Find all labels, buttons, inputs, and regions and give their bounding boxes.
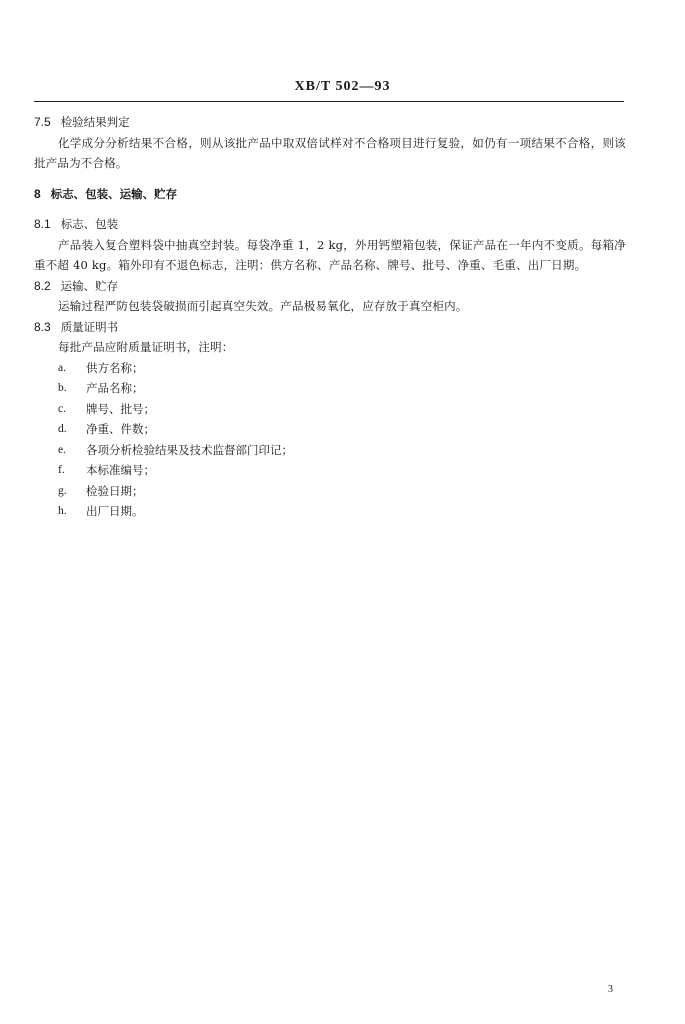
list-item-text: 各项分析检验结果及技术监督部门印记； [86,442,293,457]
list-item-label: d. [58,423,67,435]
section-number: 8 [34,186,41,201]
list-item [58,399,626,420]
certificate-items-list [34,358,626,522]
list-item-text: 供方名称； [86,360,144,375]
list-item-label: a. [58,361,66,374]
section-number: 7.5 [34,115,51,129]
section-8-3-heading [34,317,626,338]
list-item-label: g. [58,484,67,497]
list-item-label: e. [58,443,66,456]
list-item-text: 本标准编号； [86,463,155,477]
section-number: 8.2 [34,278,51,293]
list-item [58,440,626,461]
list-item-label: b. [58,382,67,394]
list-item-label: f. [58,464,65,476]
section-8-2-text: 运输过程严防包装袋破损而引起真空失效。产品极易氧化，应存放于真空柜内。 [58,299,468,313]
list-item [58,358,626,379]
list-item-label: c. [58,402,66,415]
list-item-text: 检验日期； [86,483,144,498]
list-item [58,460,626,481]
standard-code-header: XB/T 502—93 [294,79,391,94]
list-item [58,378,626,399]
section-title: 标志、包装、运输、贮存 [50,186,178,201]
section-8-2-heading [34,276,626,297]
list-item [58,419,626,440]
section-8-1-heading [34,214,626,235]
header-rule [34,101,624,102]
list-item-text: 产品名称； [86,381,144,395]
list-item-text: 净重、件数； [86,422,155,436]
document-body [34,112,626,522]
list-item-label: h. [58,505,67,517]
list-item [58,481,626,502]
section-title: 质量证明书 [60,319,119,334]
list-item [58,501,626,522]
list-item-text: 牌号、批号； [86,401,155,416]
section-title: 检验结果判定 [60,115,130,129]
section-8-heading [34,184,626,205]
section-title: 标志、包装 [60,217,119,231]
section-number: 8.3 [34,319,51,334]
section-8-3-text: 每批产品应附质量证明书，注明： [58,340,234,354]
section-8-1-text: 产品装入复合塑料袋中抽真空封装。每袋净重 1，2 kg，外用钙塑箱包装，保证产品在一年内不变质。每箱净重不超 40 kg。箱外印有不退色标志，注明：供方名称、产品名称、牌号、批号、净重、毛重、出厂日期。 [34,237,626,272]
list-item-text: 出厂日期。 [86,504,144,518]
section-title: 运输、贮存 [60,278,119,293]
page-number: 3 [608,984,613,995]
section-7-5-text: 化学成分分析结果不合格，则从该批产品中取双倍试样对不合格项目进行复验，如仍有一项结果不合格，则该批产品为不合格。 [34,135,626,170]
section-7-5-heading [34,112,626,133]
section-number: 8.1 [34,217,51,231]
